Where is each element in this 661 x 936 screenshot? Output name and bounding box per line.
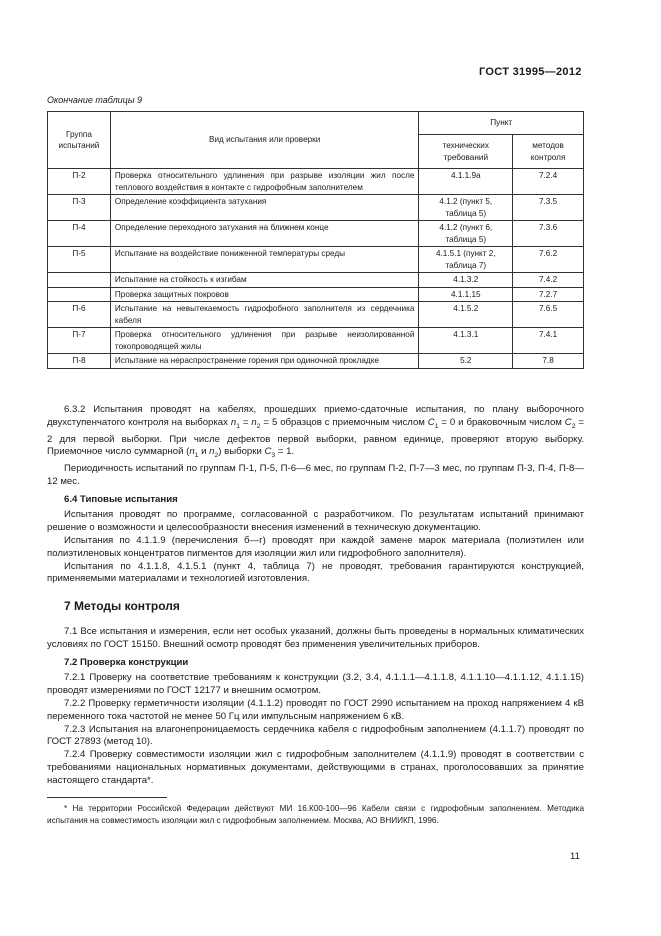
cell-kind: Проверка относительного удлинения при разрыве неизолированной токопроводящей жилы [110, 328, 419, 354]
body-text [47, 404, 584, 788]
tests-table [47, 111, 584, 369]
cell-group: П-2 [48, 169, 111, 195]
cell-methods: 7.2.4 [513, 169, 584, 195]
cell-kind: Определение коэффициента затухания [110, 195, 419, 221]
cell-kind: Испытание на стойкость к изгибам [110, 273, 419, 288]
paragraph-6-4-2: Испытания по 4.1.1.9 (перечисления б—г) проводят при каждой замене марок материала (полиэтилен или полиэтиленовых концентратов пигментов для изоляции жил или гидрофобного заполнителя). [47, 534, 584, 559]
cell-methods: 7.4.2 [513, 273, 584, 288]
paragraph-6-4-1: Испытания проводят по программе, согласованной с разработчиком. По результатам испытаний принимают решение о возможности и целесообразности внесения изменений в техническую документацию. [47, 509, 584, 534]
paragraph-6-4-3: Испытания по 4.1.1.8, 4.1.5.1 (пункт 4, таблица 7) не проводят, требования гарантируются конструкцией, применяемыми материалами и технологией изготовления. [47, 560, 584, 585]
cell-requirements: 4.1.1.15 [419, 287, 513, 302]
page-number: 11 [570, 851, 580, 862]
cell-requirements: 4.1.5.2 [419, 302, 513, 328]
cell-requirements: 4.1.3.2 [419, 273, 513, 288]
table-row [48, 221, 584, 247]
cell-group: П-4 [48, 221, 111, 247]
table-row [48, 195, 584, 221]
heading-section-7: 7 Методы контроля [64, 599, 180, 614]
footnote-divider [47, 797, 167, 798]
paragraph-periodicity: Периодичность испытаний по группам П-1, П-5, П-6—6 мес, по группам П-2, П-7—3 мес, по группам П-3, П-4, П-8—12 мес. [47, 463, 584, 487]
table-row [48, 287, 584, 302]
cell-requirements: 5.2 [419, 354, 513, 369]
table-row [48, 302, 584, 328]
header-group: Группа испытаний [48, 112, 111, 169]
cell-methods: 7.6.2 [513, 247, 584, 273]
cell-group: П-7 [48, 328, 111, 354]
cell-requirements: 4.1.2 (пункт 6, таблица 5) [419, 221, 513, 247]
paragraph-7-2-4: 7.2.4 Проверку совместимости изоляции жил с гидрофобным заполнителем (4.1.1.9) проводят в соответствии с требованиями национальных нормативных документами, действующими в странах, проголосовавших за принятие настоящего стандарта*. [47, 749, 584, 786]
cell-group: П-8 [48, 354, 111, 369]
cell-group [48, 287, 111, 302]
heading-6-4: 6.4 Типовые испытания [64, 493, 178, 505]
table-row [48, 169, 584, 195]
cell-methods: 7.2.7 [513, 287, 584, 302]
cell-kind: Проверка относительного удлинения при разрыве изоляции жил после теплового воздействия в контакте с гидрофобным заполнителем [110, 169, 419, 195]
cell-requirements: 4.1.2 (пункт 5, таблица 5) [419, 195, 513, 221]
cell-methods: 7.6.5 [513, 302, 584, 328]
paragraph-7-2-3: 7.2.3 Испытания на влагонепроницаемость сердечника кабеля с гидрофобным заполнением (4.1.1.7) проводят по ГОСТ 27893 (метод 10). [47, 723, 584, 748]
cell-kind: Испытание на воздействие пониженной температуры среды [110, 247, 419, 273]
document-code: ГОСТ 31995—2012 [479, 66, 582, 78]
cell-methods: 7.3.6 [513, 221, 584, 247]
cell-requirements: 4.1.3.1 [419, 328, 513, 354]
paragraph-6-3-2: 6.3.2 Испытания проводят на кабелях, прошедших приемо-сдаточные испытания, по плану выборочного двухступенчатого контроля на выборках $n_1 = n_2 = 5$ образцов с приемочным числом $C_1 = 0$ и браковочным числом $C_2 = 2$ для первой выборки. При числе дефектов первой выборки, равном единице, проверяют вторую выборку. Приемочное число суммарной ($n_1$ и $n_2$) выборки $C_3 = 1$. [47, 404, 585, 460]
cell-group: П-6 [48, 302, 111, 328]
table-row [48, 247, 584, 273]
footnote [47, 803, 584, 827]
header-methods: методов контроля [513, 135, 584, 169]
cell-kind: Испытание на нераспространение горения при одиночной прокладке [110, 354, 419, 369]
cell-requirements: 4.1.5.1 (пункт 2, таблица 7) [419, 247, 513, 273]
header-requirements: технических требований [419, 135, 513, 169]
cell-group: П-3 [48, 195, 111, 221]
table-row [48, 273, 584, 288]
table-caption: Окончание таблицы 9 [47, 95, 142, 105]
heading-7-2: 7.2 Проверка конструкции [64, 656, 189, 668]
footnote-text: * На территории Российской Федерации действуют МИ 16.К00-100—96 Кабели связи с гидрофобным заполнением. Методика испытания на совместимость изоляции жил с гидрофобным заполнением. Москва, АО ВНИИКП, 1996. [47, 804, 584, 826]
paragraph-7-1: 7.1 Все испытания и измерения, если нет особых указаний, должны быть проведены в нормальных климатических условиях по ГОСТ 15150. Внешний осмотр проводят без применения увеличительных приборов. [47, 625, 584, 650]
paragraph-7-2-1: 7.2.1 Проверку на соответствие требованиям к конструкции (3.2, 3.4, 4.1.1.1—4.1.1.8, 4.1.1.10—4.1.1.12, 4.1.1.15) проводят измерениями по ГОСТ 12177 и внешним осмотром. [47, 672, 584, 697]
paragraph-7-2-2: 7.2.2 Проверку герметичности изоляции (4.1.1.2) проводят по ГОСТ 2990 испытанием на проход напряжением 4 кВ переменного тока частотой не менее 50 Гц или импульсным напряжением 6 кВ. [47, 697, 584, 722]
cell-kind: Определение переходного затухания на ближнем конце [110, 221, 419, 247]
cell-methods: 7.3.5 [513, 195, 584, 221]
cell-requirements: 4.1.1.9а [419, 169, 513, 195]
header-point: Пункт [419, 112, 584, 135]
cell-kind: Испытание на невытекаемость гидрофобного заполнителя из сердечника кабеля [110, 302, 419, 328]
header-kind: Вид испытания или проверки [110, 112, 419, 169]
cell-kind: Проверка защитных покровов [110, 287, 419, 302]
table-row [48, 328, 584, 354]
cell-group [48, 273, 111, 288]
cell-methods: 7.4.1 [513, 328, 584, 354]
cell-methods: 7.8 [513, 354, 584, 369]
cell-group: П-5 [48, 247, 111, 273]
table-row [48, 354, 584, 369]
